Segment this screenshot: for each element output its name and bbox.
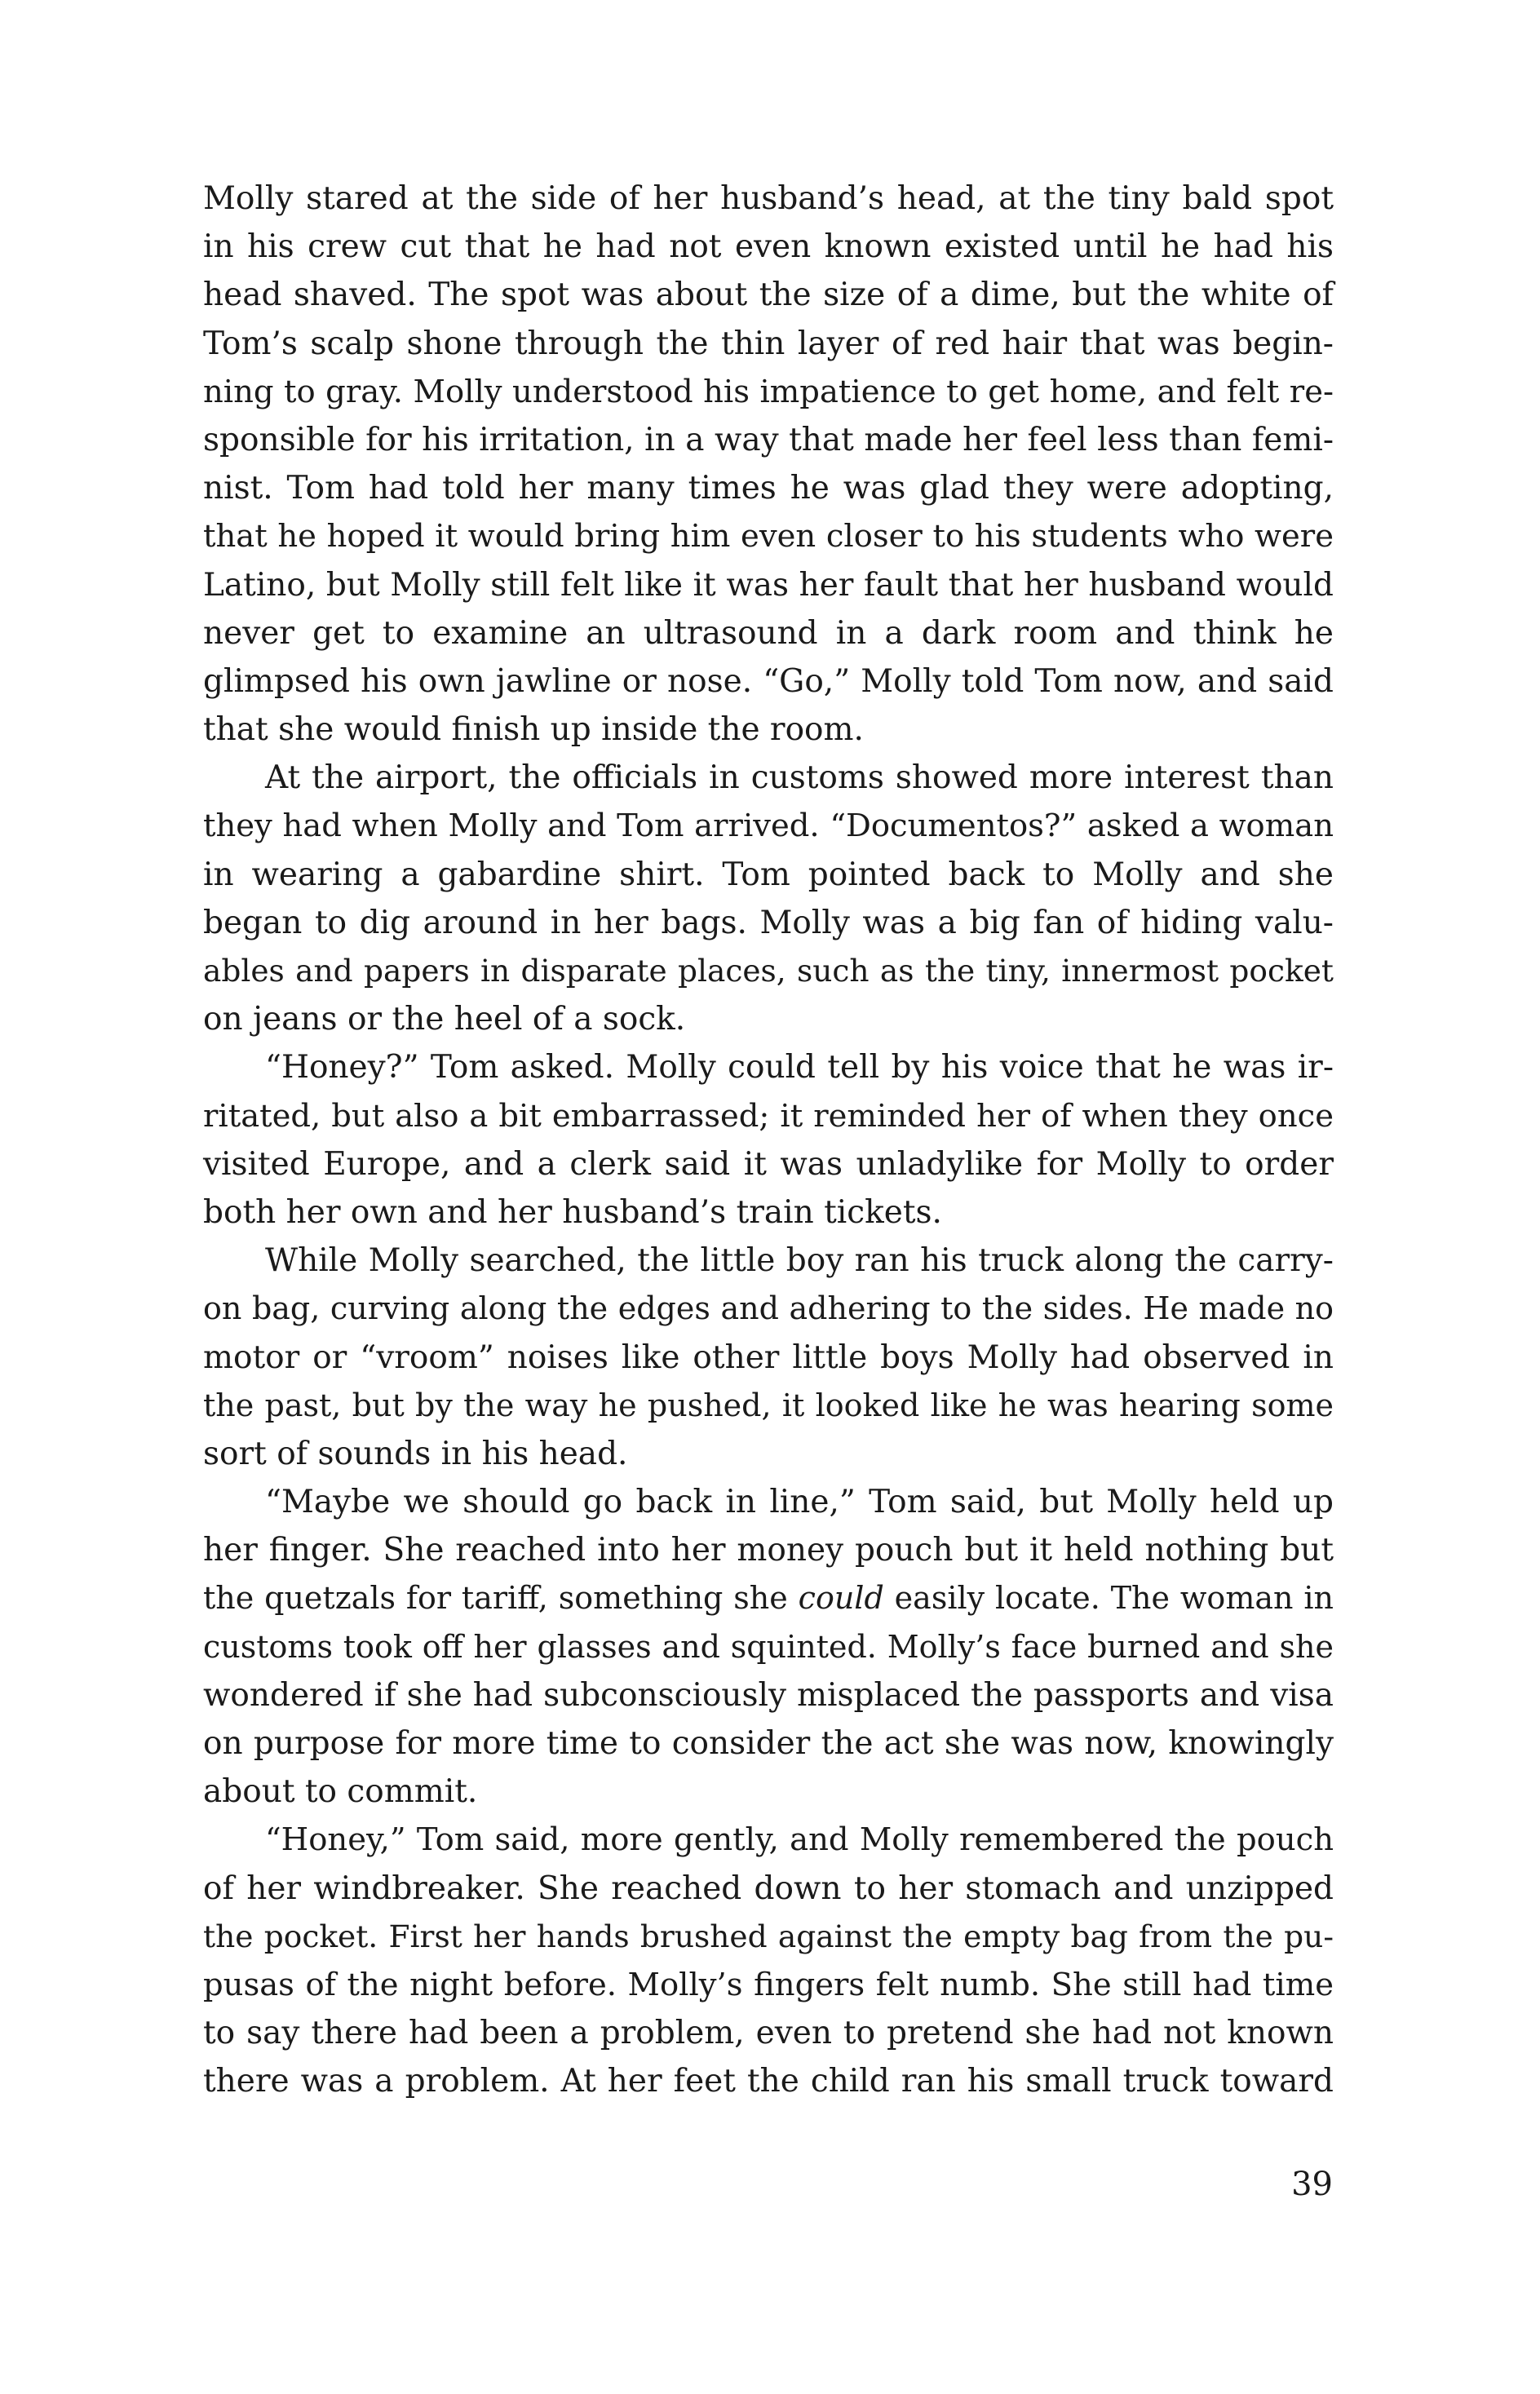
text-line: they had when Molly and Tom arrived. “Documentos?” asked a woman bbox=[203, 808, 1334, 845]
text-line: the pocket. First her hands brushed against the empty bag from the pu- bbox=[203, 1918, 1334, 1954]
text-line: to say there had been a problem, even to pretend she had not known bbox=[203, 2015, 1334, 2052]
text-line: At the airport, the officials in customs showed more interest than bbox=[265, 759, 1334, 797]
page-number: 39 bbox=[1291, 2166, 1333, 2203]
text-line: the past, but by the way he pushed, it looked like he was hearing some bbox=[203, 1387, 1334, 1423]
text-line: there was a problem. At her feet the child ran his small truck toward bbox=[203, 2063, 1334, 2100]
text-line: both her own and her husband’s train tickets. bbox=[203, 1193, 942, 1231]
text-line: her finger. She reached into her money pouch but it held nothing but bbox=[203, 1532, 1334, 1569]
text-line: the quetzals for tariff, something she could easily locate. The woman in bbox=[203, 1580, 1334, 1617]
paragraph bbox=[203, 1478, 1334, 1816]
text-line: sort of sounds in his head. bbox=[203, 1435, 628, 1472]
paragraph bbox=[203, 754, 1334, 1043]
text-line: Tom’s scalp shone through the thin layer of red hair that was begin- bbox=[203, 325, 1334, 362]
text-line: wondered if she had subconsciously misplaced the passports and visa bbox=[203, 1676, 1334, 1714]
text-line: that he hoped it would bring him even closer to his students who were bbox=[203, 518, 1334, 555]
text-line: in his crew cut that he had not even known existed until he had his bbox=[203, 228, 1334, 266]
text-line: While Molly searched, the little boy ran his truck along the carry- bbox=[265, 1242, 1334, 1280]
text-line: sponsible for his irritation, in a way that made her feel less than femi- bbox=[203, 421, 1334, 458]
text-line: began to dig around in her bags. Molly was a big fan of hiding valu- bbox=[203, 904, 1334, 941]
text-line: on purpose for more time to consider the act she was now, knowingly bbox=[203, 1725, 1334, 1762]
text-line: visited Europe, and a clerk said it was unladylike for Molly to order bbox=[203, 1145, 1334, 1183]
text-line: “Maybe we should go back in line,” Tom said, but Molly held up bbox=[265, 1484, 1334, 1521]
text-line: motor or “vroom” noises like other little boys Molly had observed in bbox=[203, 1339, 1334, 1376]
text-line: ables and papers in disparate places, such as the tiny, innermost pocket bbox=[203, 953, 1334, 989]
text-line: of her windbreaker. She reached down to her stomach and unzipped bbox=[203, 1870, 1334, 1907]
paragraph bbox=[203, 175, 1334, 754]
text-line: about to commit. bbox=[203, 1773, 478, 1811]
body-text bbox=[203, 175, 1334, 2106]
text-line: ning to gray. Molly understood his impatience to get home, and felt re- bbox=[203, 373, 1334, 410]
text-line: pusas of the night before. Molly’s fingers felt numb. She still had time bbox=[203, 1966, 1334, 2003]
text-line: glimpsed his own jawline or nose. “Go,” Molly told Tom now, and said bbox=[203, 662, 1334, 700]
text-line: customs took off her glasses and squinted. Molly’s face burned and she bbox=[203, 1628, 1334, 1665]
text-line: ritated, but also a bit embarrassed; it reminded her of when they once bbox=[203, 1097, 1334, 1135]
text-line: “Honey,” Tom said, more gently, and Molly remembered the pouch bbox=[265, 1821, 1334, 1859]
text-line: “Honey?” Tom asked. Molly could tell by his voice that he was ir- bbox=[265, 1049, 1334, 1086]
text-line: never get to examine an ultrasound in a dark room and think he bbox=[203, 614, 1334, 652]
text-line: in wearing a gabardine shirt. Tom pointed back to Molly and she bbox=[203, 856, 1334, 893]
paragraph bbox=[203, 1816, 1334, 2105]
text-line: Latino, but Molly still felt like it was her fault that her husband would bbox=[203, 566, 1334, 604]
text-line: on bag, curving along the edges and adhering to the sides. He made no bbox=[203, 1290, 1334, 1327]
text-line: nist. Tom had told her many times he was glad they were adopting, bbox=[203, 470, 1334, 507]
text-line: head shaved. The spot was about the size of a dime, but the white of bbox=[203, 277, 1334, 314]
paragraph bbox=[203, 1237, 1334, 1478]
text-line: that she would finish up inside the room. bbox=[203, 711, 864, 749]
paragraph bbox=[203, 1043, 1334, 1237]
text-line: Molly stared at the side of her husband’s head, at the tiny bald spot bbox=[203, 180, 1334, 217]
text-line: on jeans or the heel of a sock. bbox=[203, 1001, 686, 1038]
